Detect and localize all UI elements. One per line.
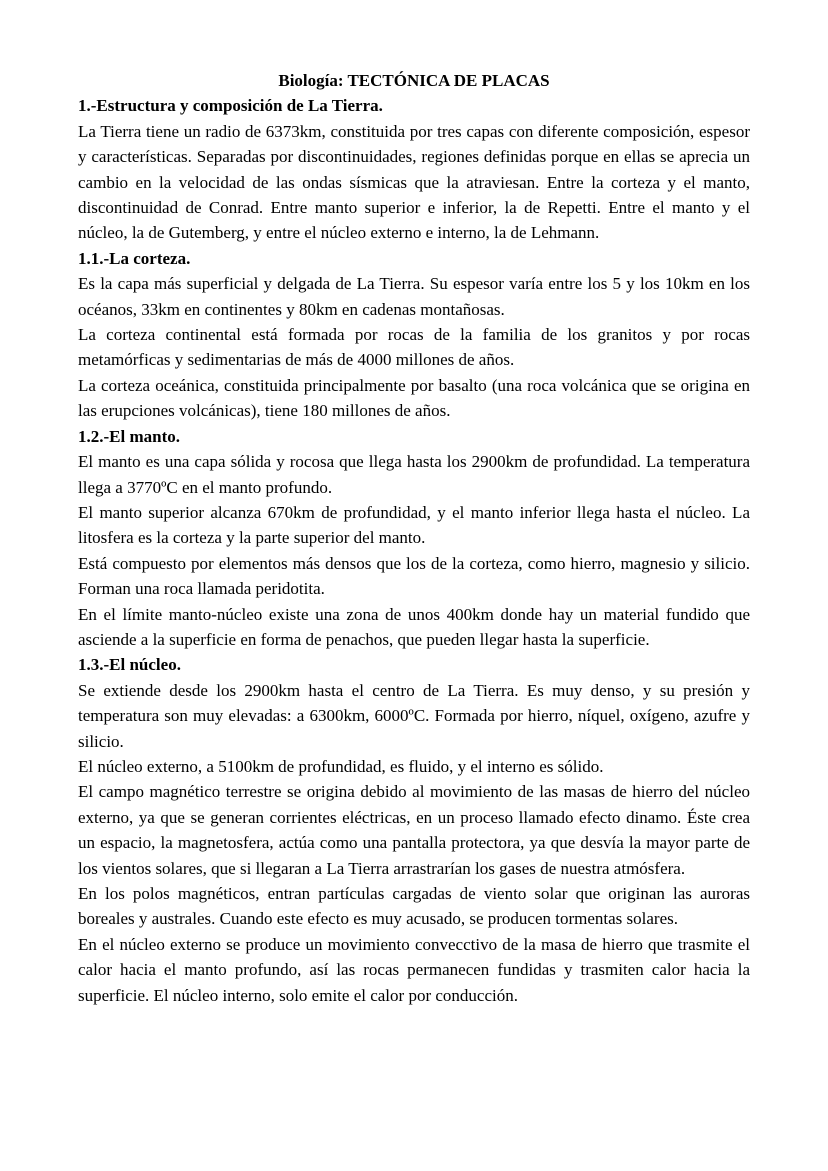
paragraph-corteza-3: La corteza oceánica, constituida principalmente por basalto (una roca volcánica que se origina en las erupciones volcánicas), tiene 180 millones de años. xyxy=(78,375,750,421)
paragraph-nucleo-1: Se extiende desde los 2900km hasta el centro de La Tierra. Es muy denso, y su presión y temperatura son muy elevadas: a 6300km, 6000ºC. Formada por hierro, níquel, oxígeno, azufre y silicio. xyxy=(78,680,750,751)
section-heading-corteza: 1.1.-La corteza. xyxy=(78,248,191,268)
paragraph-manto-1: El manto es una capa sólida y rocosa que llega hasta los 2900km de profundidad. La temperatura llega a 3770ºC en el manto profundo. xyxy=(78,452,750,497)
paragraph-nucleo-3: El campo magnético terrestre se origina debido al movimiento de las masas de hierro del núcleo externo, ya que se generan corrientes eléctricas, en un proceso llamado efecto dinamo. Éste crea un espacio, la magnetosfera, actúa como una pantalla protectora, ya que desvía la mayor parte de los vientos solares, que si llegaran a La Tierra arrastrarían los gases de nuestra atmósfera. xyxy=(78,782,750,878)
paragraph-manto-4: En el límite manto-núcleo existe una zona de unos 400km donde hay un material fundido que asciende a la superficie en forma de penachos, que pueden llegar hasta la superficie. xyxy=(78,604,750,649)
paragraph-manto-3: Está compuesto por elementos más densos que los de la corteza, como hierro, magnesio y silicio. Forman una roca llamada peridotita. xyxy=(78,553,750,599)
paragraph-manto-2: El manto superior alcanza 670km de profundidad, y el manto inferior llega hasta el núcleo. La litosfera es la corteza y la parte superior del manto. xyxy=(78,502,750,548)
section-heading-nucleo: 1.3.-El núcleo. xyxy=(78,655,181,675)
section-heading-manto: 1.2.-El manto. xyxy=(78,426,180,446)
paragraph-nucleo-4: En los polos magnéticos, entran partículas cargadas de viento solar que originan las auroras boreales y australes. Cuando este efecto es muy acusado, se producen tormentas solares. xyxy=(78,884,750,929)
paragraph-corteza-2: La corteza continental está formada por rocas de la familia de los granitos y por rocas metamórficas y sedimentarias de más de 4000 millones de años. xyxy=(78,325,750,370)
section-heading-estructura: 1.-Estructura y composición de La Tierra. xyxy=(78,96,383,116)
paragraph-nucleo-2: El núcleo externo, a 5100km de profundidad, es fluido, y el interno es sólido. xyxy=(78,756,604,776)
paragraph-nucleo-5: En el núcleo externo se produce un movimiento convecctivo de la masa de hierro que trasmite el calor hacia el manto profundo, así las rocas permanecen fundidas y trasmiten calor hacia la superficie. El núcleo interno, solo emite el calor por conducción. xyxy=(78,934,750,1005)
paragraph-corteza-1: Es la capa más superficial y delgada de La Tierra. Su espesor varía entre los 5 y los 10km en los océanos, 33km en continentes y 80km en cadenas montañosas. xyxy=(78,274,750,319)
document-title: Biología: TECTÓNICA DE PLACAS xyxy=(278,71,550,90)
paragraph-estructura-1: La Tierra tiene un radio de 6373km, constituida por tres capas con diferente composición, espesor y características. Separadas por discontinuidades, regiones definidas porque en ellas se aprecia un cambio en la velocidad de las ondas sísmicas que la atraviesan. Entre la corteza y el manto, discontinuidad de Conrad. Entre manto superior e inferior, la de Repetti. Entre el manto y el núcleo, la de Gutemberg, y entre el núcleo externo e interno, la de Lehmann. xyxy=(78,121,750,243)
